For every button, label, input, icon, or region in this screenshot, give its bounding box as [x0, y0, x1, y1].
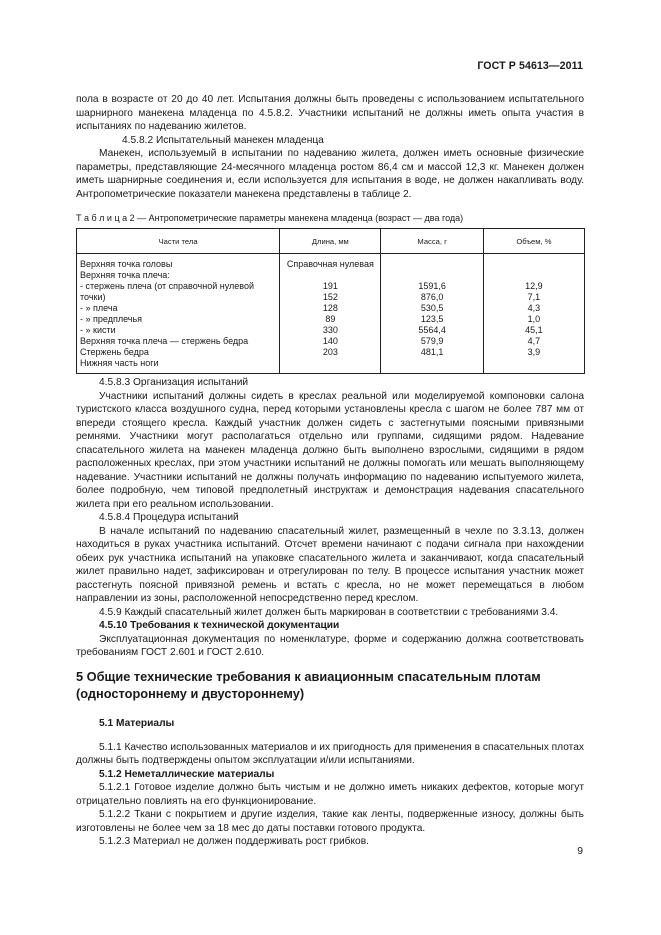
volume-value: 3,9 [527, 347, 541, 357]
cell-length [280, 254, 381, 374]
clause-4-5-10-heading: 4.5.10 Требования к технической документации [99, 620, 340, 631]
header-mass: Масса, г [381, 229, 483, 254]
paragraph-documentation: Эксплуатационная документация по номенклатуре, форме и содержанию должна соответствовать требованиям ГОСТ 2.601 и ГОСТ 2.610. [76, 633, 584, 658]
volume-value: 1,0 [527, 314, 541, 324]
length-value: 89 [325, 314, 336, 324]
mass-value: 5564,4 [418, 325, 446, 335]
clause-5-1-2-1: 5.1.2.1 Готовое изделие должно быть чистым и не должно иметь никаких дефектов, которые могут отрицательно повлиять на его функционирование. [76, 782, 584, 807]
part-item: - » предплечья [80, 314, 143, 324]
table-anthropometric-parameters [76, 228, 585, 374]
length-value: 191 [322, 281, 338, 291]
length-value: 128 [322, 303, 338, 313]
header-body-parts: Части тела [77, 229, 280, 254]
volume-value: 45,1 [525, 325, 543, 335]
section-5 [76, 668, 584, 849]
length-value: 140 [322, 336, 338, 346]
mass-value: 123,5 [420, 314, 444, 324]
clause-4-5-8-4-heading: 4.5.8.4 Процедура испытаний [99, 512, 239, 523]
table-2-block [76, 212, 584, 374]
part-item: - » плеча [80, 303, 118, 313]
volume-value: 7,1 [527, 292, 541, 302]
paragraph-test-organization: Участники испытаний должны сидеть в креслах реальной или моделируемой компоновки салона туристского класса воздушного судна, перед которыми установлены кресла с шагом не более 787 мм от впереди стоящего кресла. Каждый участник должен сидеть с застегнутыми поясными привязными ремнями. Участники могут располагаться отдельно или группами, сидящими рядом. Надевание спасательного жилета на манекен младенца должно быть выполнено взрослыми, сидящими в рядом расположенных креслах, при этом участники испытаний не должны помогать или мешать выполняющему надевание. Участники испытаний не должны получать информацию по надеванию испытуемого жилета, более подробную, чем типовой предполетный инструктаж и демонстрация надевания спасательного жилета при его реальном использовании. [76, 390, 584, 510]
mass-value [384, 259, 479, 270]
part-item: Верхняя точка плеча: [80, 270, 170, 280]
mass-value: 530,5 [420, 303, 444, 313]
section-5-1-heading: 5.1 Материалы [99, 718, 175, 729]
mass-value: 876,0 [420, 292, 444, 302]
length-value [283, 270, 377, 281]
mass-value [384, 270, 479, 281]
length-value: 330 [322, 325, 338, 335]
mass-value: 579,9 [420, 336, 444, 346]
section-5-1-2-heading: 5.1.2 Неметаллические материалы [99, 768, 275, 780]
part-item: Верхняя точка плеча — стержень бедра [80, 336, 249, 346]
cell-body-parts [77, 254, 280, 374]
clause-5-1-2-3: 5.1.2.3 Материал не должен поддерживать рост грибков. [99, 836, 369, 847]
mass-value: 1591,6 [418, 281, 446, 291]
part-item: Стержень бедра [80, 347, 149, 357]
length-value: Справочная нулевая [286, 259, 374, 269]
volume-value: 12,9 [525, 281, 543, 291]
table-body-row [77, 254, 585, 374]
clause-5-1-2-2: 5.1.2.2 Ткани с покрытием и другие изделия, такие как ленты, подверженные износу, должны быть изготовлены не более чем за 18 мес до даты поставки готового продукта. [76, 809, 584, 834]
part-item: - » кисти [80, 325, 116, 335]
part-item: - стержень плеча (от справочной нулевой точки) [80, 281, 254, 302]
mass-value: 481,1 [420, 347, 444, 357]
header-volume: Объем, % [483, 229, 584, 254]
tests-block [76, 376, 584, 660]
clause-4-5-8-2-heading: 4.5.8.2 Испытательный манекен младенца [122, 134, 324, 146]
table-header-row [77, 229, 585, 254]
cell-volume [483, 254, 584, 374]
volume-value [487, 259, 581, 270]
clause-4-5-9: 4.5.9 Каждый спасательный жилет должен быть маркирован в соответствии с требованиями 3.4. [99, 606, 559, 618]
clause-5-1-1: 5.1.1 Качество использованных материалов и их пригодность для применения в спасательных плотах должны быть подтверждены опытом эксплуатации и/или испытаниями. [76, 741, 584, 766]
intro-block [76, 93, 584, 201]
table-caption: Т а б л и ц а 2 — Антропометрические параметры манекена младенца (возраст — два года) [76, 213, 464, 223]
cell-mass [381, 254, 483, 374]
paragraph-test-procedure: В начале испытаний по надеванию спасательный жилет, размещенный в чехле по 3.3.13, должен находиться в руках участника испытаний. Отсчет времени начинают с подачи сигнала при нахождении обеих рук участника испытаний на упаковке спасательного жилета и заканчивают, когда спасательный жилет правильно надет, зафиксирован и отрегулирован по телу. В процессе испытания участник может расстегнуть поясной привязной ремень и встать с кресла, но не может перемещаться в любом направлении из зоны, расположенной непосредственно перед креслом. [76, 525, 584, 604]
length-value: 203 [322, 347, 338, 357]
header-length: Длина, мм [280, 229, 381, 254]
volume-value: 4,7 [527, 336, 541, 346]
length-value: 152 [322, 292, 338, 302]
volume-value [487, 270, 581, 281]
page-number: 9 [577, 846, 583, 857]
part-item: Нижняя часть ноги [80, 358, 159, 368]
standard-header: ГОСТ Р 54613—2011 [477, 60, 583, 72]
clause-4-5-8-3-heading [76, 376, 584, 390]
volume-value: 4,3 [527, 303, 541, 313]
part-item: Верхняя точка головы [80, 259, 173, 269]
clause-4-5-8-3-text: 4.5.8.3 Организация испытаний [99, 377, 249, 388]
paragraph-manikin: Манекен, используемый в испытании по надеванию жилета, должен иметь основные физические параметры, представляющие 24-месячного младенца ростом 86,4 см и массой 12,3 кг. Манекен должен иметь шарнирные соединения и, если используется для испытания в воде, не должен накапливать воду. Антропометрические показатели манекена представлены в таблице 2. [76, 148, 584, 200]
paragraph-participants-age: пола в возрасте от 20 до 40 лет. Испытания должны быть проведены с использованием испытательного шарнирного манекена младенца по 4.5.8.2. Участники испытаний не должны иметь опыта участия в испытаниях по надеванию жилетов. [76, 94, 584, 132]
section-5-title: 5 Общие технические требования к авиационным спасательным плотам (одностороннему и двустороннему) [76, 669, 541, 701]
